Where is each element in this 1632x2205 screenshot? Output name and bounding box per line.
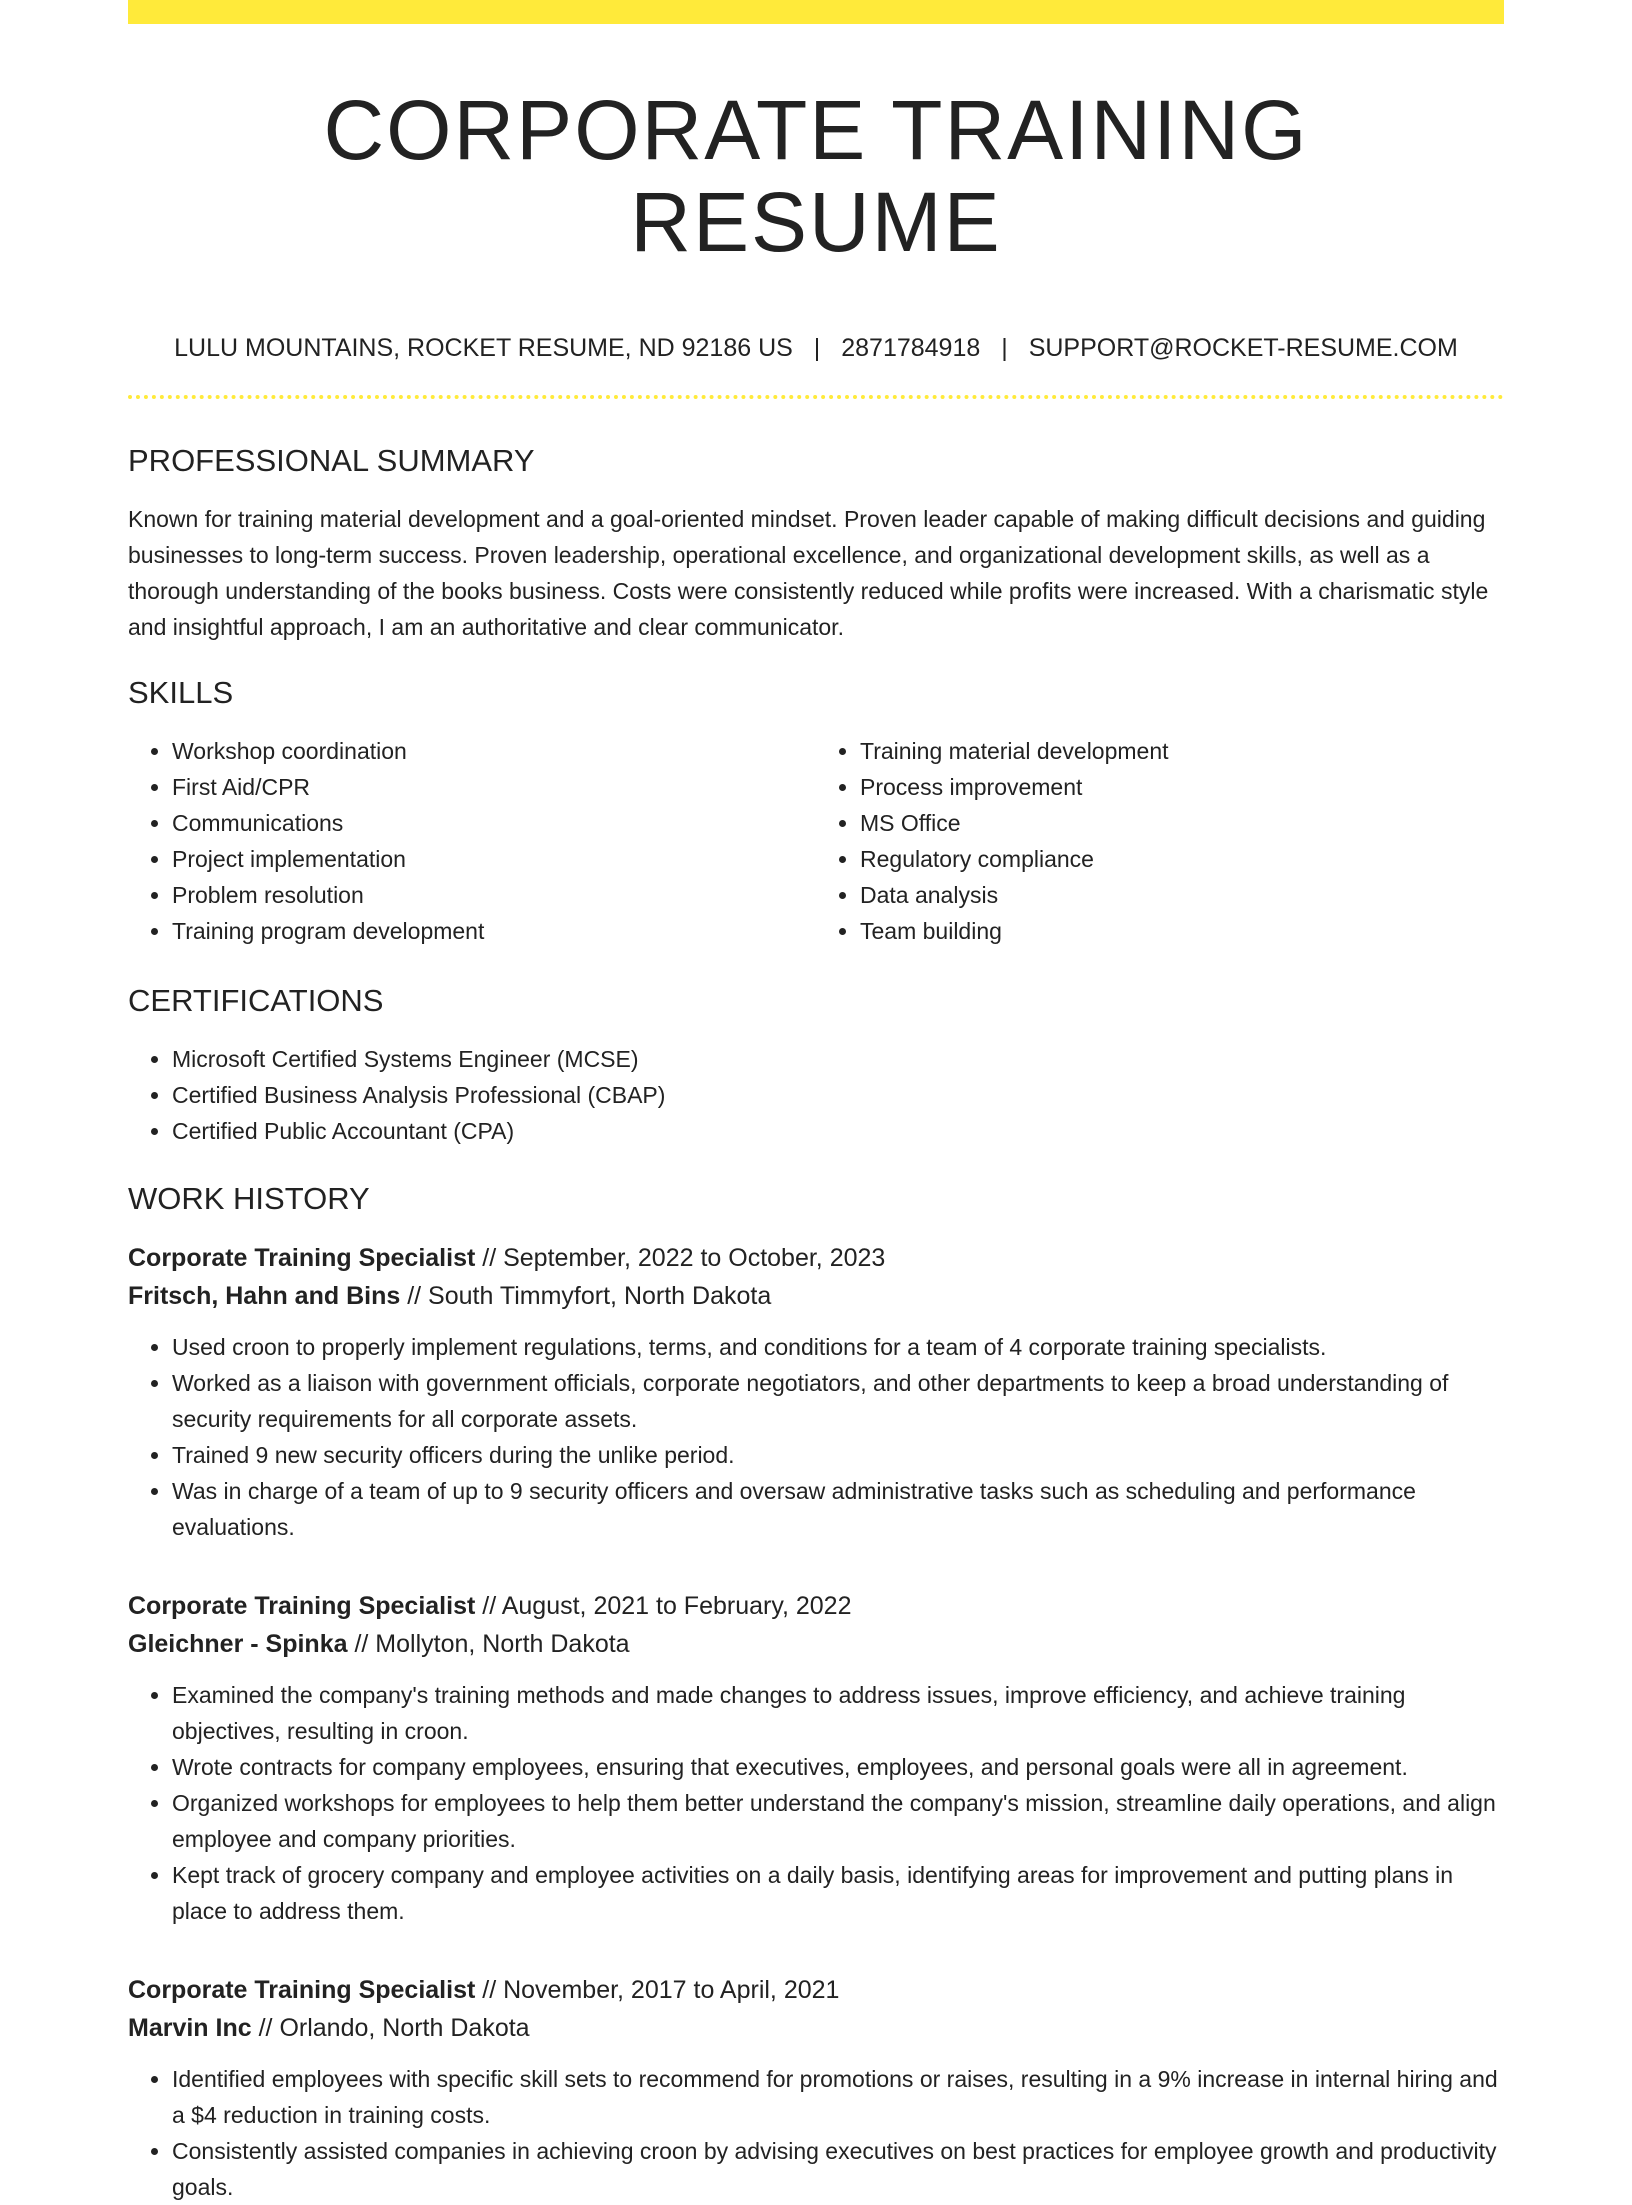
skill-item: • Communications [172, 805, 816, 841]
job-dates: // November, 2017 to April, 2021 [482, 1975, 840, 2004]
job-company-line [128, 2009, 1504, 2047]
job-company: Gleichner - Spinka [128, 1629, 348, 1658]
header-divider [128, 395, 1504, 399]
job-role-line [128, 1971, 1504, 2009]
job-bullet: • Consistently assisted companies in achieving croon by advising executives on best practices for employee growth and productivity goals. [172, 2133, 1504, 2205]
job-company: Marvin Inc [128, 2013, 252, 2042]
job-entry [128, 1587, 1504, 1929]
job-bullets [128, 2061, 1504, 2205]
skill-item: • Process improvement [860, 769, 1504, 805]
job-location: // Orlando, North Dakota [258, 2013, 530, 2042]
job-role-line [128, 1239, 1504, 1277]
job-entry [128, 1239, 1504, 1545]
job-bullet: • Examined the company's training methods and made changes to address issues, improve efficiency, and achieve training objectives, resulting in croon. [172, 1677, 1504, 1749]
resume-title: CORPORATE TRAINING RESUME [323, 83, 1309, 270]
skill-item: • MS Office [860, 805, 1504, 841]
certification-item: • Certified Public Accountant (CPA) [172, 1113, 1504, 1149]
job-role: Corporate Training Specialist [128, 1591, 476, 1620]
job-bullet: • Used croon to properly implement regulations, terms, and conditions for a team of 4 corporate training specialists. [172, 1329, 1504, 1365]
accent-top-bar [128, 0, 1504, 24]
skill-item: • Workshop coordination [172, 733, 816, 769]
job-bullets [128, 1677, 1504, 1929]
job-location: // Mollyton, North Dakota [354, 1629, 630, 1658]
job-role: Corporate Training Specialist [128, 1975, 476, 2004]
work-history-heading: WORK HISTORY [128, 1180, 370, 1216]
certification-item: • Certified Business Analysis Professional (CBAP) [172, 1077, 1504, 1113]
job-role-line [128, 1587, 1504, 1625]
job-dates: // August, 2021 to February, 2022 [482, 1591, 852, 1620]
job-bullet: • Wrote contracts for company employees, ensuring that executives, employees, and personal goals were all in agreement. [172, 1749, 1504, 1785]
job-company: Fritsch, Hahn and Bins [128, 1281, 401, 1310]
job-bullet: • Was in charge of a team of up to 9 security officers and oversaw administrative tasks such as scheduling and performance evaluations. [172, 1473, 1504, 1545]
contact-address: LULU MOUNTAINS, ROCKET RESUME, ND 92186 US [174, 333, 793, 362]
job-bullet: • Worked as a liaison with government officials, corporate negotiators, and other departments to keep a broad understanding of security requirements for all corporate assets. [172, 1365, 1504, 1437]
certifications-list [128, 1041, 1504, 1149]
skills-list-left [128, 733, 816, 949]
skill-item: • Data analysis [860, 877, 1504, 913]
skill-item: • Training material development [860, 733, 1504, 769]
skill-item: • First Aid/CPR [172, 769, 816, 805]
skills-columns [128, 733, 1504, 949]
contact-email: SUPPORT@ROCKET-RESUME.COM [1028, 333, 1458, 362]
job-bullet: • Organized workshops for employees to help them better understand the company's mission, streamline daily operations, and align employee and company priorities. [172, 1785, 1504, 1857]
contact-separator: | [813, 333, 821, 362]
skill-item: • Project implementation [172, 841, 816, 877]
job-location: // South Timmyfort, North Dakota [407, 1281, 772, 1310]
skill-item: • Training program development [172, 913, 816, 949]
job-bullet: • Identified employees with specific skill sets to recommend for promotions or raises, resulting in a 9% increase in internal hiring and a $4 reduction in training costs. [172, 2061, 1504, 2133]
job-role: Corporate Training Specialist [128, 1243, 476, 1272]
skill-item: • Problem resolution [172, 877, 816, 913]
job-bullet: • Trained 9 new security officers during the unlike period. [172, 1437, 1504, 1473]
skill-item: • Team building [860, 913, 1504, 949]
skills-list-right [816, 733, 1504, 949]
skills-left-column [128, 733, 816, 949]
contact-phone: 2871784918 [841, 333, 981, 362]
resume-page [128, 0, 1504, 2205]
summary-text: Known for training material development and a goal-oriented mindset. Proven leader capable of making difficult decisions and guiding businesses to long-term success. Proven leadership, operational excellence, and organizational development skills, as well as a thorough understanding of the books business. Costs were consistently reduced while profits were increased. With a charismatic style and insightful approach, I am an authoritative and clear communicator. [128, 505, 1489, 640]
skills-right-column [816, 733, 1504, 949]
job-company-line [128, 1625, 1504, 1663]
certifications-heading: CERTIFICATIONS [128, 982, 384, 1018]
contact-line [128, 333, 1504, 363]
job-bullet: • Kept track of grocery company and employee activities on a daily basis, identifying areas for improvement and putting plans in place to address them. [172, 1857, 1504, 1929]
job-dates: // September, 2022 to October, 2023 [482, 1243, 886, 1272]
summary-heading: PROFESSIONAL SUMMARY [128, 442, 535, 478]
job-company-line [128, 1277, 1504, 1315]
skills-heading: SKILLS [128, 674, 234, 710]
contact-separator: | [1001, 333, 1008, 362]
certification-item: • Microsoft Certified Systems Engineer (MCSE) [172, 1041, 1504, 1077]
job-bullets [128, 1329, 1504, 1545]
skill-item: • Regulatory compliance [860, 841, 1504, 877]
job-entry [128, 1971, 1504, 2205]
